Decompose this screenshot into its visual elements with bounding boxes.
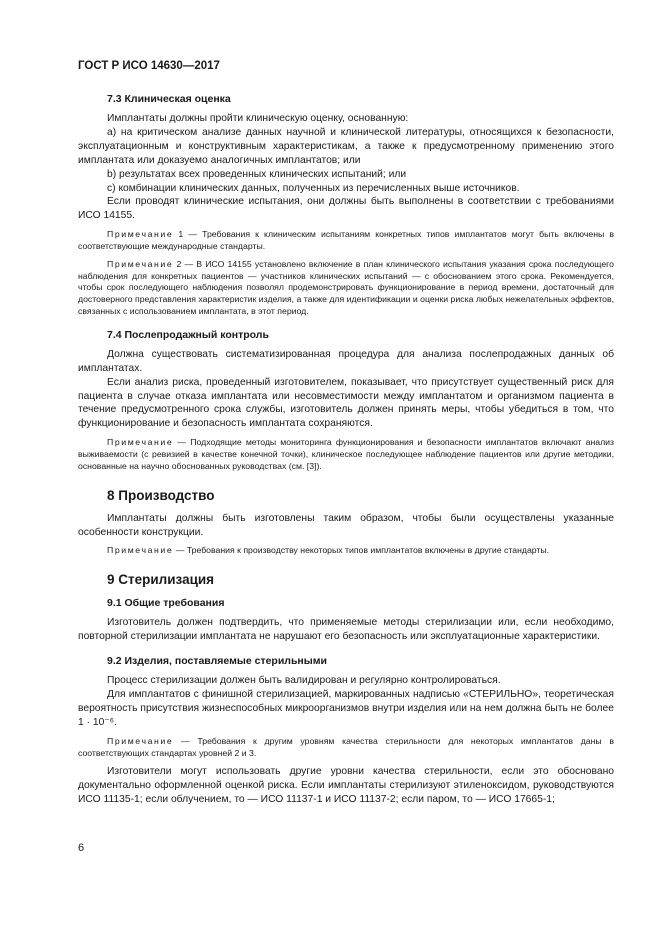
paragraph: Изготовитель должен подтвердить, что применяемые методы стерилизации или, если необходимо, повторной стерилизации имплантата не нарушают его безопасность или эксплуатационные характеристики. bbox=[78, 617, 614, 643]
list-item: c) комбинации клинических данных, полученных из перечисленных выше источников. bbox=[107, 182, 520, 194]
paragraph: Должна существовать систематизированная процедура для анализа послепродажных данных об имплантатах. bbox=[78, 348, 614, 374]
section-9 bbox=[78, 571, 614, 807]
note-label: Примечание bbox=[107, 735, 174, 746]
note bbox=[78, 229, 614, 253]
note-label: Примечание bbox=[107, 258, 174, 269]
note bbox=[78, 437, 614, 472]
note-label: Примечание bbox=[107, 437, 174, 448]
list-item: а) на критическом анализе данных научной и клинической литературы, относящихся к безопасности, эксплуатационным и конструктивным характеристикам, а также к предусмотренному применению этого имплантата или доказуемо аналогичных имплантатов; или bbox=[78, 126, 614, 166]
paragraph: Имплантаты должны быть изготовлены таким образом, чтобы были осуществлены указанные особенности конструкции. bbox=[78, 512, 614, 538]
section-title: 7.3 Клиническая оценка bbox=[107, 93, 231, 105]
paragraph: Изготовители могут использовать другие уровни качества стерильности, если это обосновано документально оформленной оценкой риска. Если имплантаты стерилизуют этиленоксидом, руководствуются ИСО 11135-1; если облучением, то — ИСО 11137-1 и ИСО 11137-2; если паром, то — ИСО 17665-1; bbox=[78, 766, 614, 806]
subsection-title: 9.1 Общие требования bbox=[107, 597, 225, 610]
note-text: — Требования к другим уровням качества стерильности для некоторых имплантатов даны в соответствующих стандартах уровней 2 и 3. bbox=[78, 735, 614, 758]
note-label: Примечание bbox=[107, 545, 174, 556]
note-text: 1 — Требования к клиническим испытаниям конкретных типов имплантатов могут быть включены в соответствующие международные стандарты. bbox=[78, 229, 614, 252]
list-item: b) результатах всех проведенных клинических испытаний; или bbox=[107, 168, 407, 180]
section-title: 9 Стерилизация bbox=[107, 572, 215, 588]
note-text: 2 — В ИСО 14155 установлено включение в план клинического испытания указания срока последующего наблюдения для конкретных пациентов — участников клинических испытаний — с обоснованием этого срока. Рекомендуется, чтобы срок последующего наблюдения позволял продемонстрировать функционирование в период времени, достаточный для достоверного представления характеристик изделия, а также для идентификации и оценки риска любых нежелательных эффектов, связанных с использованием имплантата, в этот период. bbox=[78, 258, 615, 317]
paragraph: Для имплантатов с финишной стерилизацией, маркированных надписью «СТЕРИЛЬНО», теоретическая вероятность присутствия жизнеспособных микроорганизмов внутри изделия или на нем должна быть не более 1 · 10⁻⁶. bbox=[78, 688, 614, 728]
paragraph: Процесс стерилизации должен быть валидирован и регулярно контролироваться. bbox=[107, 675, 501, 687]
paragraph: Если проводят клинические испытания, они должны быть выполнены в соответствии с требованиями ИСО 14155. bbox=[78, 196, 614, 222]
subsection-title: 9.2 Изделия, поставляемые стерильными bbox=[107, 655, 327, 668]
section-7-4 bbox=[78, 328, 614, 473]
note-text: — Требования к производству некоторых типов имплантатов включены в другие стандарты. bbox=[173, 545, 550, 556]
note bbox=[78, 545, 614, 557]
section-8 bbox=[78, 487, 614, 558]
section-title: 8 Производство bbox=[107, 487, 215, 503]
paragraph: Если анализ риска, проведенный изготовителем, показывает, что присутствует существенный риск для пациента в случае отказа имплантата или несовместимости между имплантатом и организмом пациента в течение предусмотренного срока службы, изготовитель должен принять меры, чтобы убедиться в том, что функционирование и безопасность имплантата сохраняются. bbox=[78, 376, 614, 430]
page-body bbox=[78, 92, 614, 807]
note bbox=[78, 259, 614, 318]
note-text: — Подходящие методы мониторинга функционирования и безопасности имплантатов включают анализ выживаемости (с ревизией в качестве конечной точки), клиническое последующее наблюдение пациентов или другие методики, основанные на научно обоснованных руководствах (см. [3]). bbox=[78, 437, 614, 471]
section-title: 7.4 Послепродажный контроль bbox=[107, 328, 269, 341]
note-label: Примечание bbox=[107, 229, 174, 240]
standard-header: ГОСТ Р ИСО 14630—2017 bbox=[78, 60, 220, 72]
note bbox=[78, 736, 614, 760]
page-number: 6 bbox=[78, 842, 85, 854]
section-7-3 bbox=[78, 92, 614, 318]
paragraph: Имплантаты должны пройти клиническую оценку, основанную: bbox=[107, 113, 409, 124]
